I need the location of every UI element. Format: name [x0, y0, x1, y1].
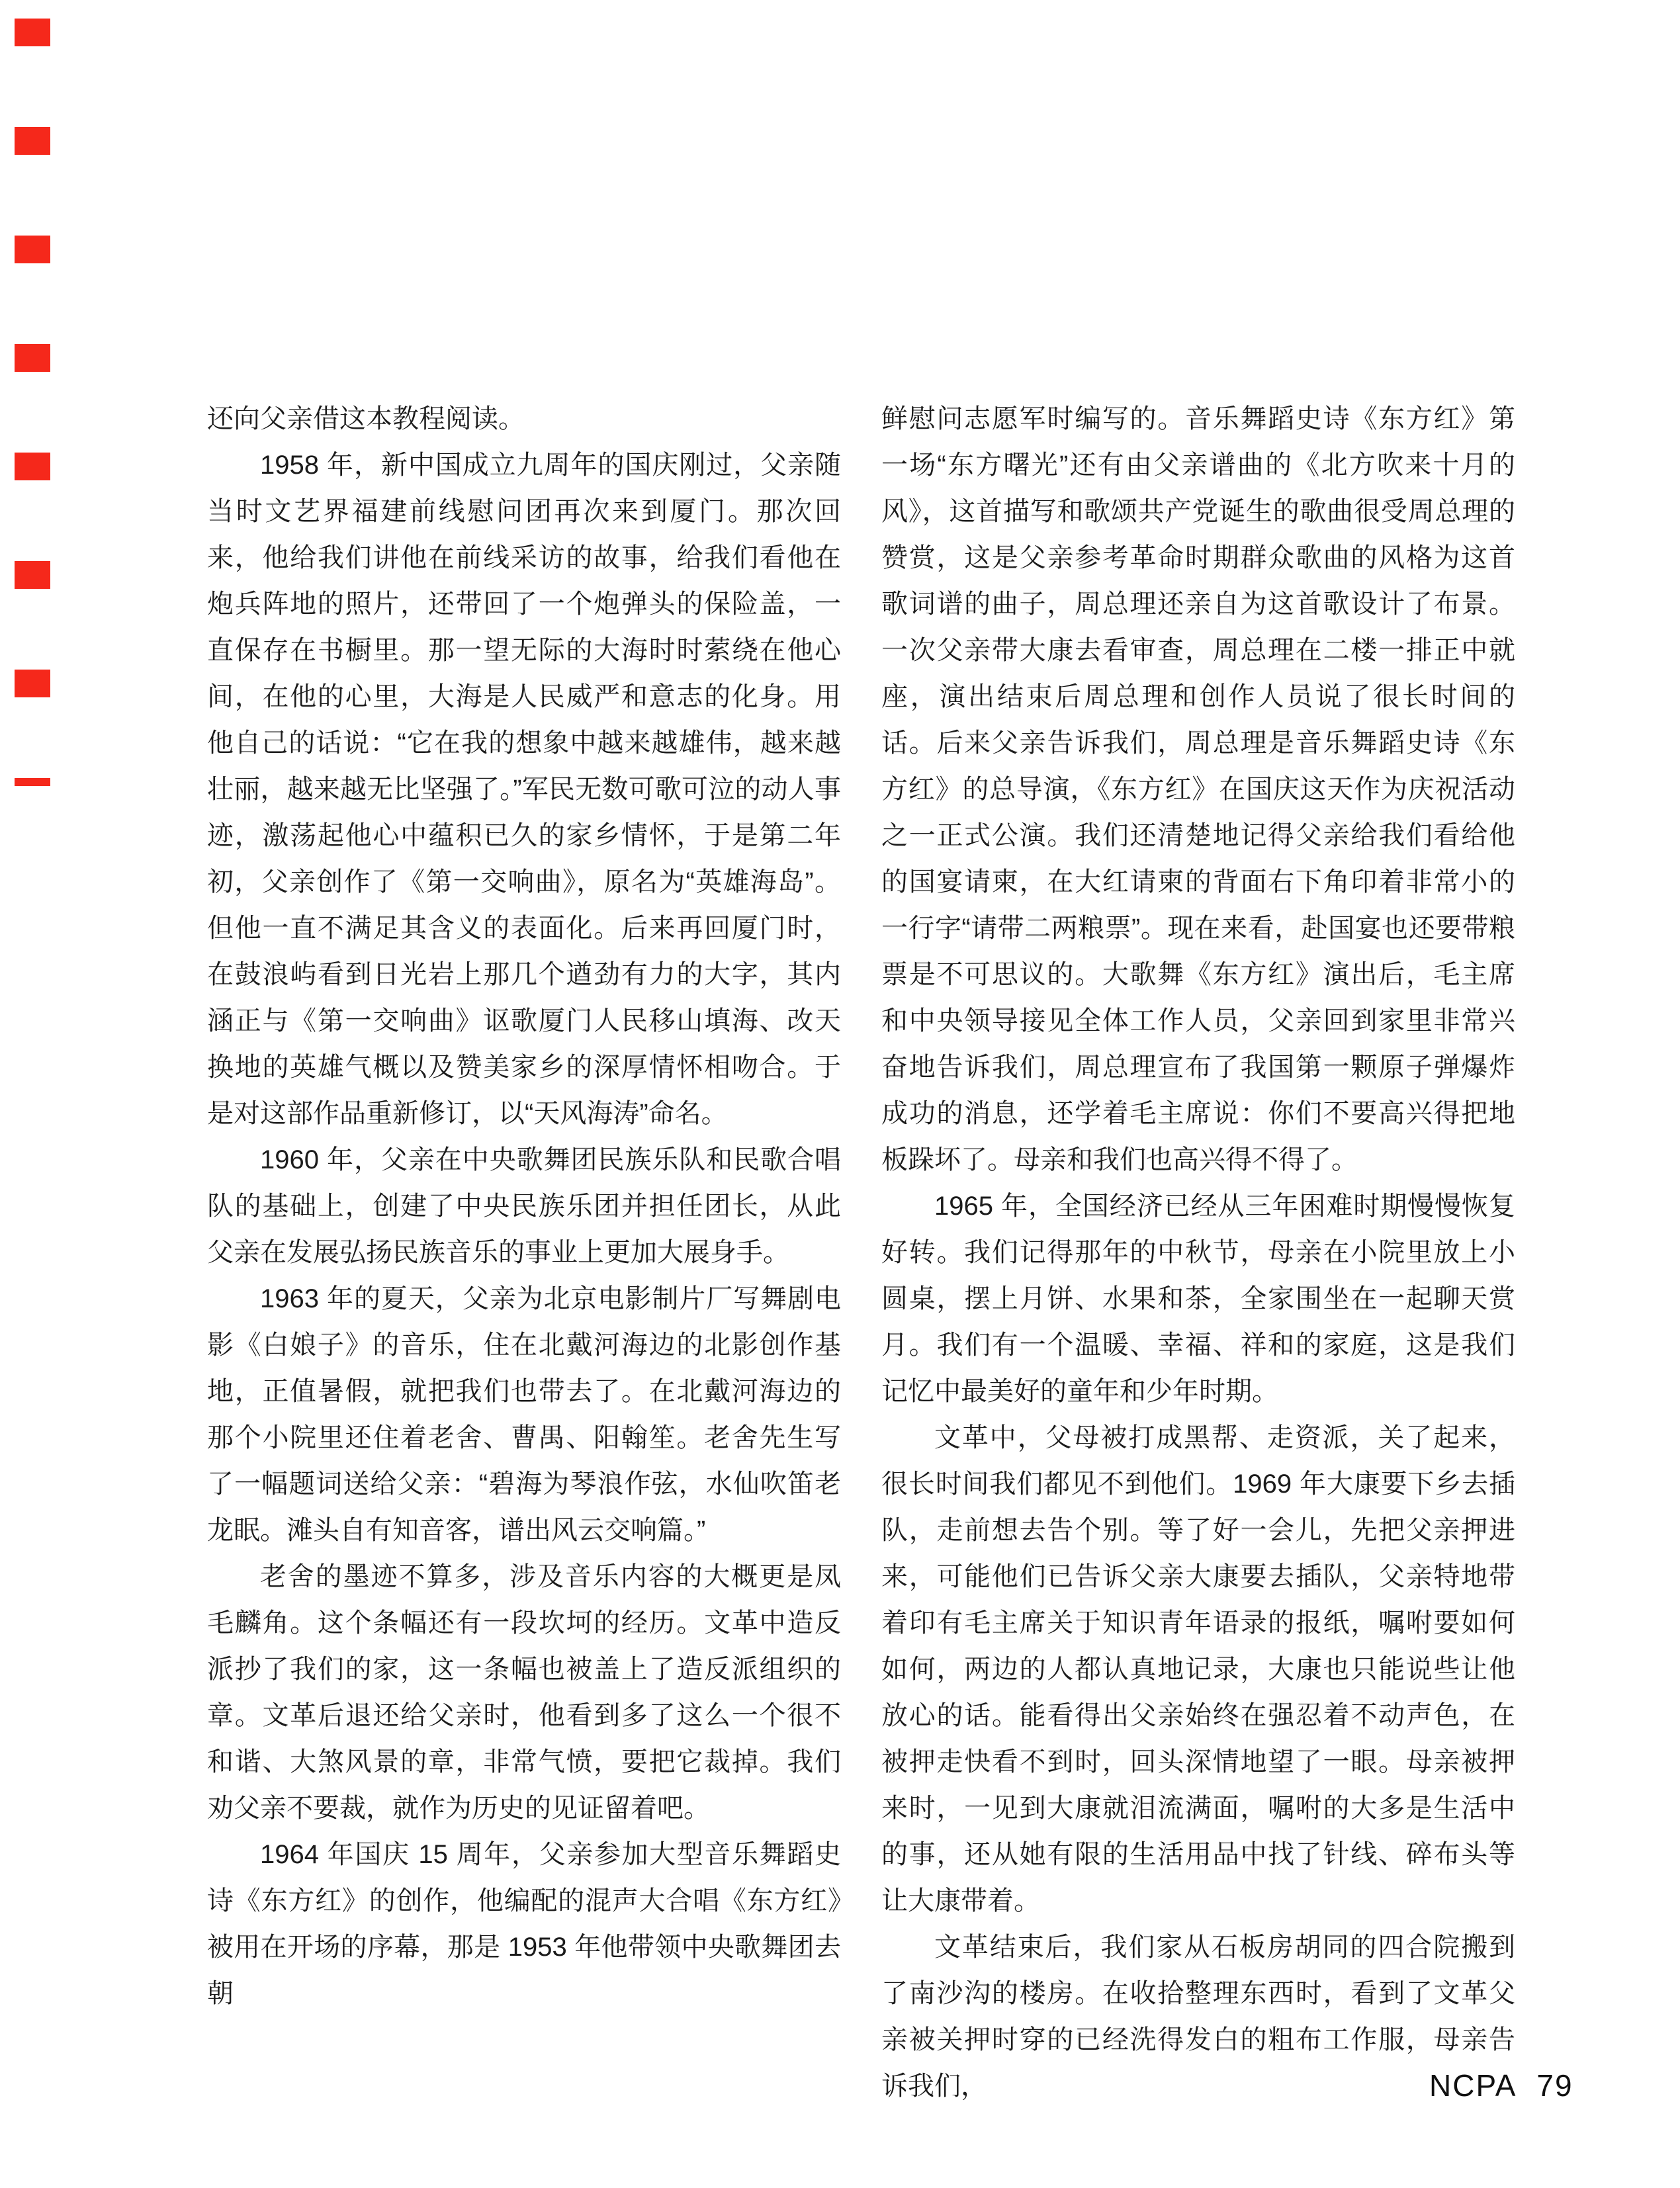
paragraph: 1965 年，全国经济已经从三年困难时期慢慢恢复好转。我们记得那年的中秋节，母亲在小院里放上小圆桌，摆上月饼、水果和茶，全家围坐在一起聊天赏月。我们有一个温暖、幸福、祥和的家庭，这是我们记忆中最美好的童年和少年时期。 [881, 1192, 1515, 1406]
page-number: 79 [1536, 2068, 1573, 2103]
paragraph: 还向父亲借这本教程阅读。 [207, 404, 525, 433]
paragraph: 老舍的墨迹不算多，涉及音乐内容的大概更是凤毛麟角。这个条幅还有一段坎坷的经历。文革中造反派抄了我们的家，这一条幅也被盖上了造反派组织的章。文革后退还给父亲时，他看到多了这么一个很不和谐、大煞风景的章，非常气愤，要把它裁掉。我们劝父亲不要裁，就作为历史的见证留着吧。 [207, 1562, 841, 1823]
page-footer [1429, 2070, 1573, 2101]
paragraph: 1964 年国庆 15 周年，父亲参加大型音乐舞蹈史诗《东方红》的创作，他编配的混声大合唱《东方红》被用在开场的序幕，那是 1953 年他带领中央歌舞团去朝 [207, 1840, 841, 2008]
paragraph: 1963 年的夏天，父亲为北京电影制片厂写舞剧电影《白娘子》的音乐，住在北戴河海边的北影创作基地，正值暑假，就把我们也带去了。在北戴河海边的那个小院里还住着老舍、曹禺、阳翰笙。老舍先生写了一幅题词送给父亲：“碧海为琴浪作弦，水仙吹笛老龙眠。滩头自有知音客，谱出风云交响篇。” [207, 1284, 841, 1545]
journal-name: NCPA [1429, 2068, 1517, 2103]
paragraph: 文革结束后，我们家从石板房胡同的四合院搬到了南沙沟的楼房。在收拾整理东西时，看到了文革父亲被关押时穿的已经洗得发白的粗布工作服，母亲告诉我们， [881, 1933, 1515, 2101]
paragraph: 鲜慰问志愿军时编写的。音乐舞蹈史诗《东方红》第一场“东方曙光”还有由父亲谱曲的《北方吹来十月的风》，这首描写和歌颂共产党诞生的歌曲很受周总理的赞赏，这是父亲参考革命时期群众歌曲的风格为这首歌词谱的曲子，周总理还亲自为这首歌设计了布景。一次父亲带大康去看审查，周总理在二楼一排正中就座，演出结束后周总理和创作人员说了很长时间的话。后来父亲告诉我们，周总理是音乐舞蹈史诗《东方红》的总导演，《东方红》在国庆这天作为庆祝活动之一正式公演。我们还清楚地记得父亲给我们看给他的国宴请柬，在大红请柬的背面右下角印着非常小的一行字“请带二两粮票”。现在来看，赴国宴也还要带粮票是不可思议的。大歌舞《东方红》演出后，毛主席和中央领导接见全体工作人员，父亲回到家里非常兴奋地告诉我们，周总理宣布了我国第一颗原子弹爆炸成功的消息，还学着毛主席说：你们不要高兴得把地板跺坏了。母亲和我们也高兴得不得了。 [881, 404, 1515, 1174]
paragraph: 1958 年，新中国成立九周年的国庆刚过，父亲随当时文艺界福建前线慰问团再次来到厦门。那次回来，他给我们讲他在前线采访的故事，给我们看他在炮兵阵地的照片，还带回了一个炮弹头的保险盖，一直保存在书橱里。那一望无际的大海时时萦绕在他心间，在他的心里，大海是人民威严和意志的化身。用他自己的话说：“它在我的想象中越来越雄伟，越来越壮丽，越来越无比坚强了。”军民无数可歌可泣的动人事迹，激荡起他心中蕴积已久的家乡情怀，于是第二年初，父亲创作了《第一交响曲》，原名为“英雄海岛”。但他一直不满足其含义的表面化。后来再回厦门时，在鼓浪屿看到日光岩上那几个遒劲有力的大字，其内涵正与《第一交响曲》讴歌厦门人民移山填海、改天换地的英雄气概以及赞美家乡的深厚情怀相吻合。于是对这部作品重新修订，以“天风海涛”命名。 [207, 451, 841, 1128]
paragraph: 文革中，父母被打成黑帮、走资派，关了起来，很长时间我们都见不到他们。1969 年大康要下乡去插队，走前想去告个别。等了好一会儿，先把父亲押进来，可能他们已告诉父亲大康要去插队，父亲特地带着印有毛主席关于知识青年语录的报纸，嘱咐要如何如何，两边的人都认真地记录，大康也只能说些让他放心的话。能看得出父亲始终在强忍着不动声色，在被押走快看不到时，回头深情地望了一眼。母亲被押来时，一见到大康就泪流满面，嘱咐的大多是生活中的事，还从她有限的生活用品中找了针线、碎布头等让大康带着。 [881, 1423, 1515, 1915]
red-edge-marks [15, 19, 50, 786]
paragraph: 1960 年，父亲在中央歌舞团民族乐队和民歌合唱队的基础上，创建了中央民族乐团并担任团长，从此父亲在发展弘扬民族音乐的事业上更加大展身手。 [207, 1145, 841, 1267]
text-column-right [881, 396, 1515, 2109]
text-column-left [207, 396, 841, 2017]
